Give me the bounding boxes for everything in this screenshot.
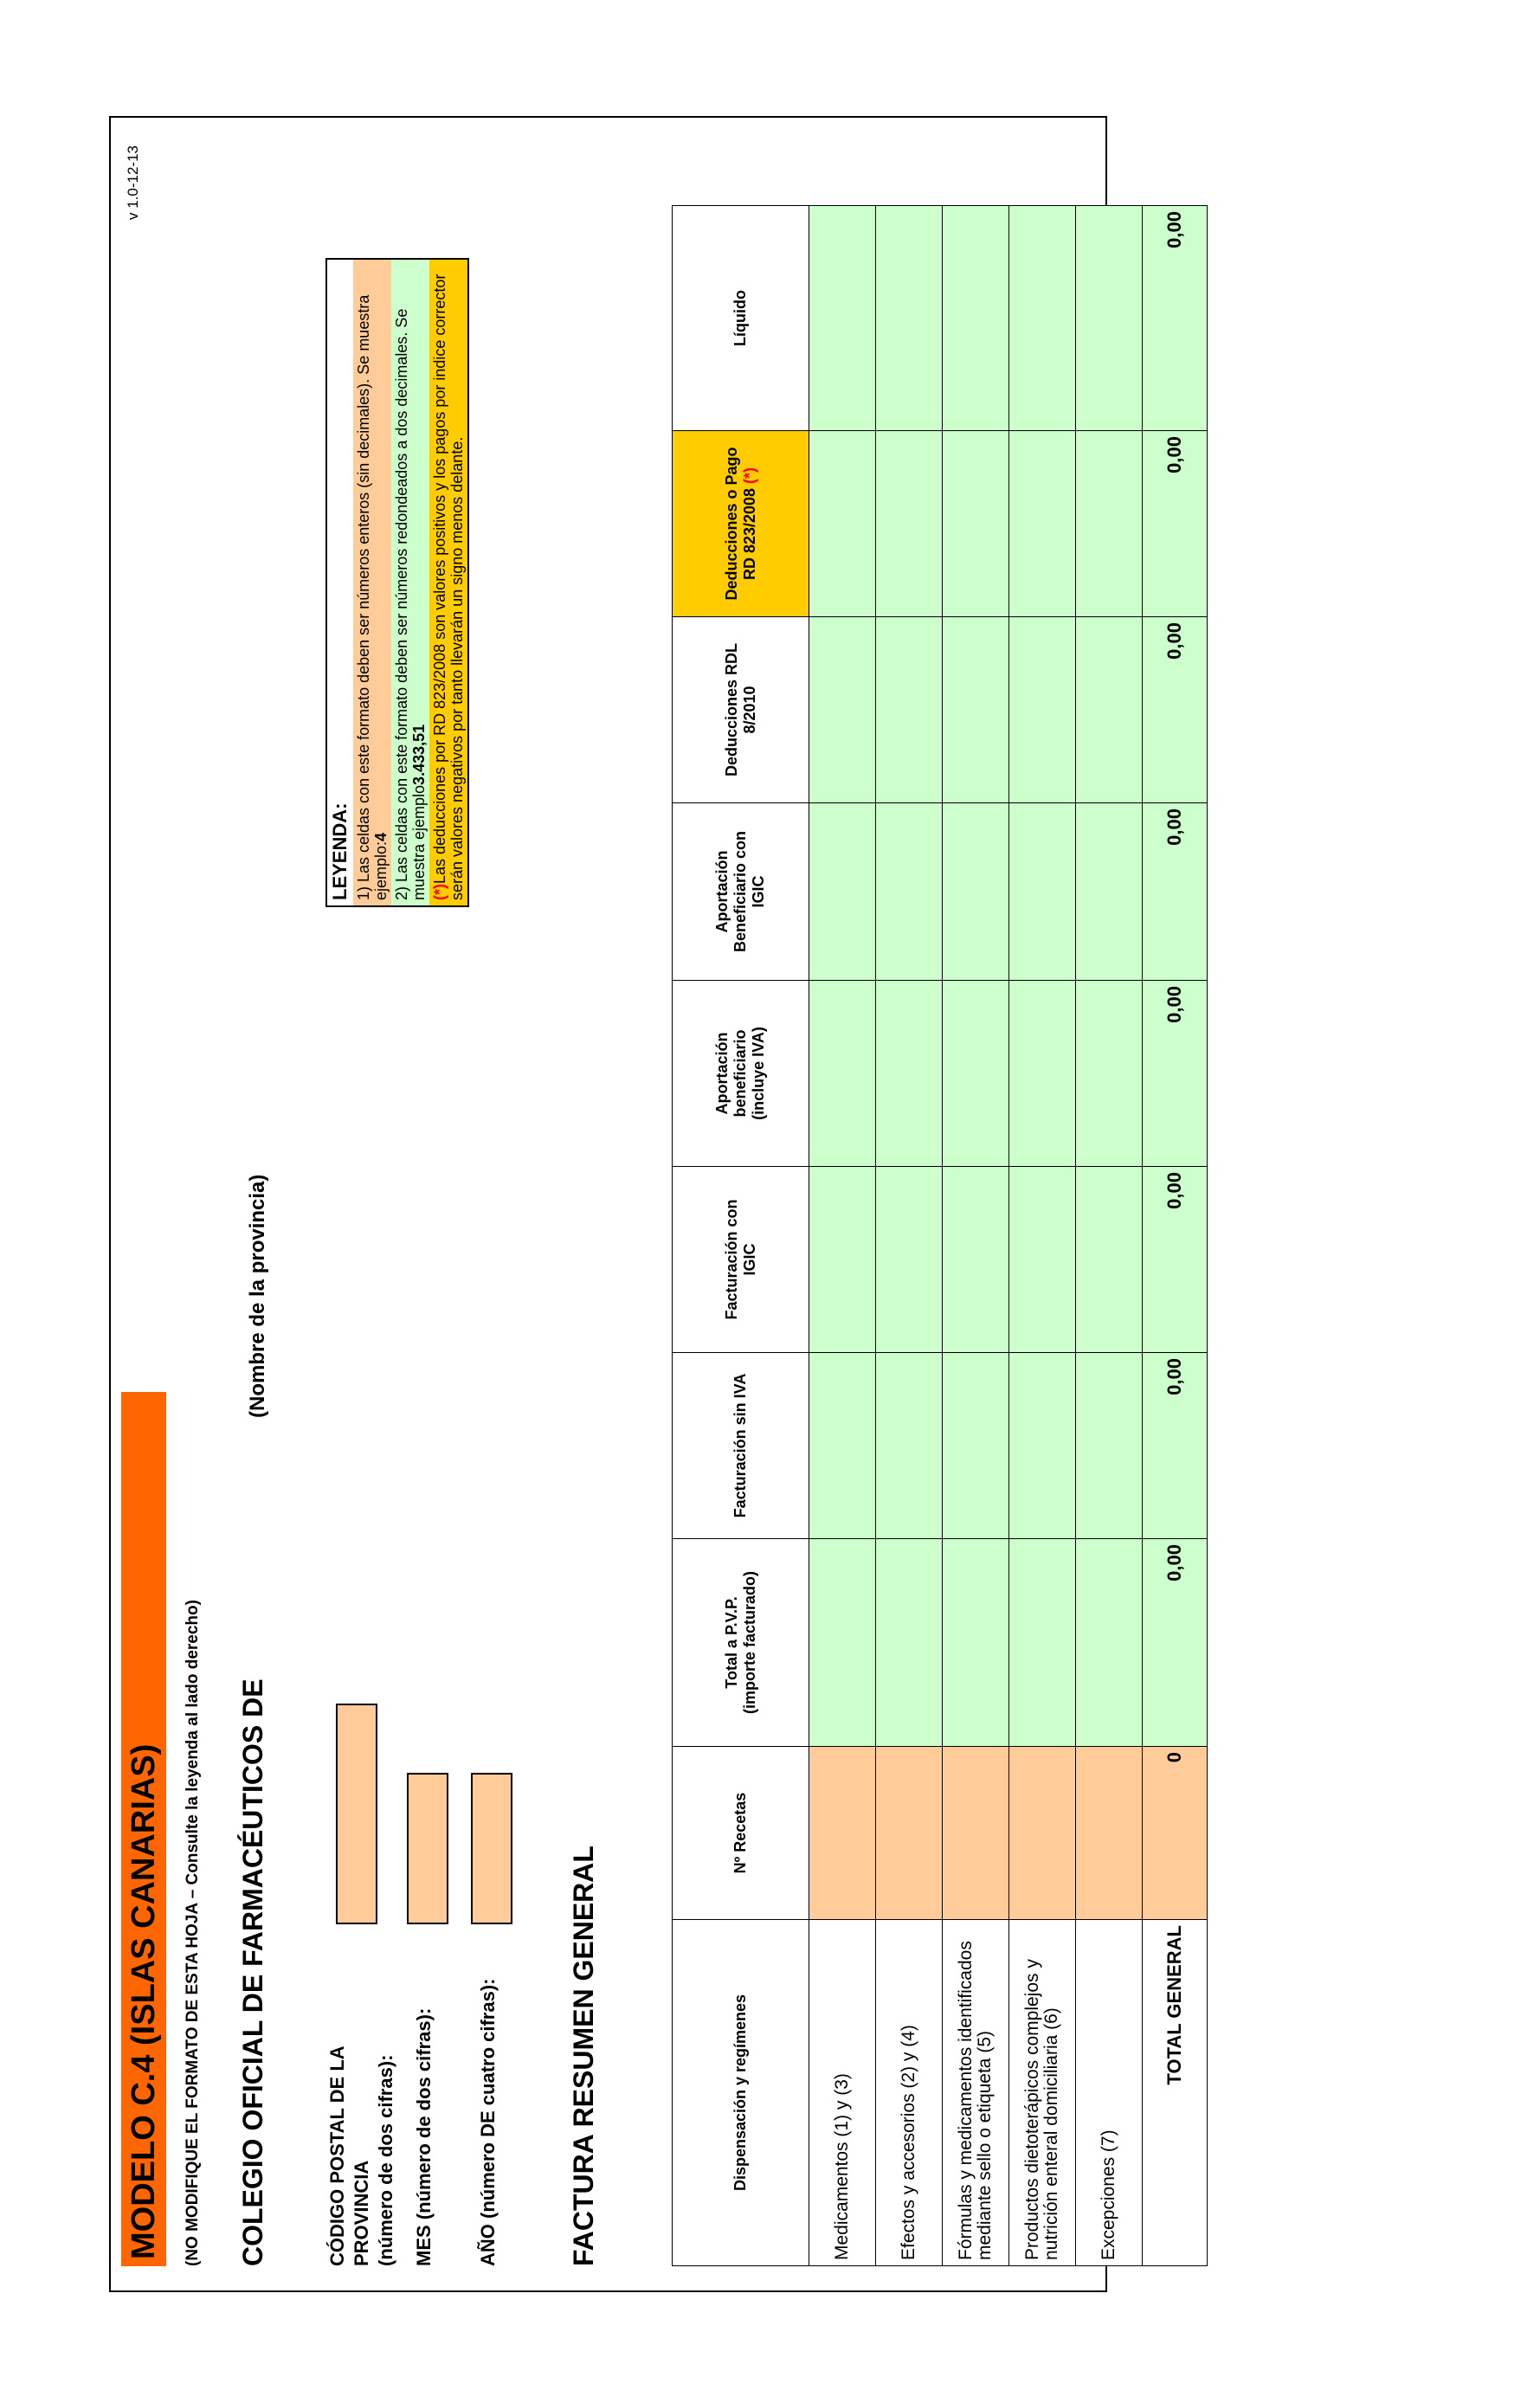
- legend-box: [325, 258, 469, 907]
- col-header-pvp-line1: Total a P.V.P.: [722, 1596, 740, 1689]
- rd-cell[interactable]: [1009, 431, 1076, 617]
- legend-item-decimal-text: 2) Las celdas con este formato deben ser números redondeados a dos decimales. Se muestra ejemplo: [393, 308, 428, 900]
- row-label-line2: nutrición enteral domiciliaria (6): [1041, 2007, 1061, 2260]
- col-header-aportacion-igic-line2: Beneficiario con: [731, 830, 749, 953]
- col-header-rd-asterisk: (*): [740, 467, 758, 484]
- aportacion-cell[interactable]: [943, 981, 1009, 1167]
- total-rd: 0,00: [1143, 431, 1208, 617]
- col-header-aportacion-line1: Aportación: [713, 1032, 731, 1115]
- province-name-placeholder[interactable]: (Nombre de la provincia): [246, 1174, 269, 1418]
- col-header-aportacion-igic: [673, 803, 809, 981]
- rd-cell[interactable]: [943, 431, 1009, 617]
- total-liquido: 0,00: [1143, 206, 1208, 431]
- legend-item-integer-example: 4: [372, 832, 390, 841]
- row-label-line1: Excepciones (7): [1099, 2129, 1118, 2260]
- sin-iva-cell[interactable]: [876, 1353, 943, 1539]
- total-sin-iva: 0,00: [1143, 1353, 1208, 1539]
- row-label-line2: mediante sello o etiqueta (5): [975, 2031, 995, 2260]
- rotated-sheet: [109, 116, 1185, 2292]
- aportacion-cell[interactable]: [1076, 981, 1143, 1167]
- recetas-cell[interactable]: [809, 1747, 876, 1920]
- rdl-cell[interactable]: [876, 617, 943, 803]
- aportacion-igic-cell[interactable]: [809, 803, 876, 981]
- col-header-aportacion-igic-line3: IGIC: [750, 875, 767, 908]
- pvp-cell[interactable]: [1009, 1539, 1076, 1747]
- col-header-aportacion-line3: (incluye IVA): [750, 1027, 767, 1120]
- liquido-cell[interactable]: [876, 206, 943, 431]
- row-label-line1: Medicamentos (1) y (3): [832, 2073, 852, 2260]
- month-label: MES (número de dos cifras):: [413, 2007, 435, 2266]
- row-label-line1: Efectos y accesorios (2) y (4): [899, 2025, 918, 2260]
- pvp-cell[interactable]: [876, 1539, 943, 1747]
- recetas-cell[interactable]: [943, 1747, 1009, 1920]
- liquido-cell[interactable]: [943, 206, 1009, 431]
- table-row: [1076, 206, 1143, 2266]
- row-label: [943, 1920, 1009, 2266]
- legend-item-decimal: [391, 260, 429, 905]
- total-con-igic: 0,00: [1143, 1167, 1208, 1353]
- pvp-cell[interactable]: [1076, 1539, 1143, 1747]
- col-header-sin-iva: Facturación sin IVA: [673, 1353, 809, 1539]
- table-row: [943, 206, 1009, 2266]
- legend-asterisk-mark: (*): [431, 884, 448, 900]
- col-header-rdl-line2: 8/2010: [740, 686, 758, 734]
- liquido-cell[interactable]: [1076, 206, 1143, 431]
- col-header-deducciones-rdl: [673, 617, 809, 803]
- legend-item-decimal-example: 3.433,51: [410, 724, 428, 785]
- col-header-con-igic: [673, 1167, 809, 1353]
- liquido-cell[interactable]: [1009, 206, 1076, 431]
- total-pvp: 0,00: [1143, 1539, 1208, 1747]
- legend-item-deductions-text: Las deducciones por RD 823/2008 son valores positivos y los pagos por indice corrector serán valores negativos por tanto llevarán un signo menos delante.: [431, 274, 466, 900]
- total-aportacion-igic: 0,00: [1143, 803, 1208, 981]
- total-row: [1143, 206, 1208, 2266]
- col-header-liquido: Líquido: [673, 206, 809, 431]
- rd-cell[interactable]: [1076, 431, 1143, 617]
- rdl-cell[interactable]: [943, 617, 1009, 803]
- sin-iva-cell[interactable]: [943, 1353, 1009, 1539]
- sin-iva-cell[interactable]: [1009, 1353, 1076, 1539]
- col-header-con-igic-line1: Facturación con: [722, 1199, 740, 1320]
- format-warning: (NO MODIFIQUE EL FORMATO DE ESTA HOJA – Consulte la leyenda al lado derecho): [184, 1600, 202, 2266]
- month-input[interactable]: [407, 1773, 448, 1924]
- total-rdl: 0,00: [1143, 617, 1208, 803]
- liquido-cell[interactable]: [809, 206, 876, 431]
- row-label-line1: Productos dietoterápicos complejos y: [1022, 1959, 1042, 2260]
- version-label: v 1.0-12-13: [125, 145, 141, 220]
- rd-cell[interactable]: [809, 431, 876, 617]
- table-row: [809, 206, 876, 2266]
- col-header-aportacion-igic-line1: Aportación: [713, 850, 731, 933]
- pvp-cell[interactable]: [943, 1539, 1009, 1747]
- col-header-rd-line1: Deducciones o Pago: [722, 447, 740, 601]
- con-igic-cell[interactable]: [809, 1167, 876, 1353]
- con-igic-cell[interactable]: [1009, 1167, 1076, 1353]
- model-title: MODELO C.4 (ISLAS CANARIAS): [121, 1392, 166, 2266]
- legend-item-integer: [353, 260, 391, 905]
- legend-item-deductions: [429, 260, 467, 905]
- postal-code-input[interactable]: [336, 1704, 377, 1924]
- recetas-cell[interactable]: [1009, 1747, 1076, 1920]
- aportacion-cell[interactable]: [809, 981, 876, 1167]
- col-header-pvp-line2: (importe facturado): [740, 1571, 758, 1715]
- con-igic-cell[interactable]: [1076, 1167, 1143, 1353]
- year-input[interactable]: [471, 1773, 512, 1924]
- col-header-recetas: Nº Recetas: [673, 1747, 809, 1920]
- legend-title: LEYENDA:: [327, 260, 353, 905]
- col-header-con-igic-line2: IGIC: [740, 1243, 758, 1276]
- postal-code-label: [325, 1955, 398, 2266]
- rdl-cell[interactable]: [1076, 617, 1143, 803]
- table-row: [1009, 206, 1076, 2266]
- aportacion-igic-cell[interactable]: [1009, 803, 1076, 981]
- college-title: COLEGIO OFICIAL DE FARMACÉUTICOS DE: [237, 1678, 268, 2266]
- col-header-aportacion-line2: beneficiario: [731, 1029, 749, 1118]
- postal-code-label-line2: (número de dos cifras):: [375, 2054, 396, 2266]
- total-recetas: 0: [1143, 1747, 1208, 1920]
- aportacion-igic-cell[interactable]: [876, 803, 943, 981]
- aportacion-cell[interactable]: [1009, 981, 1076, 1167]
- postal-code-label-line1: CÓDIGO POSTAL DE LA PROVINCIA: [326, 2046, 372, 2266]
- recetas-cell[interactable]: [1076, 1747, 1143, 1920]
- aportacion-cell[interactable]: [876, 981, 943, 1167]
- aportacion-igic-cell[interactable]: [943, 803, 1009, 981]
- rd-cell[interactable]: [876, 431, 943, 617]
- table-row: [876, 206, 943, 2266]
- total-aportacion: 0,00: [1143, 981, 1208, 1167]
- row-label: [1076, 1920, 1143, 2266]
- col-header-rdl-line1: Deducciones RDL: [722, 642, 740, 777]
- rdl-cell[interactable]: [809, 617, 876, 803]
- row-label: [876, 1920, 943, 2266]
- rdl-cell[interactable]: [1009, 617, 1076, 803]
- sin-iva-cell[interactable]: [809, 1353, 876, 1539]
- legend-item-integer-text: 1) Las celdas con este formato deben ser números enteros (sin decimales). Se muestra ejemplo:: [355, 294, 390, 900]
- row-label: [809, 1920, 876, 2266]
- recetas-cell[interactable]: [876, 1747, 943, 1920]
- table-header-row: [673, 206, 809, 2266]
- col-header-pvp: [673, 1539, 809, 1747]
- row-label-line1: Fórmulas y medicamentos identificados: [956, 1941, 976, 2260]
- col-header-dispensacion: Dispensación y regímenes: [673, 1920, 809, 2266]
- con-igic-cell[interactable]: [943, 1167, 1009, 1353]
- summary-table: [672, 205, 1208, 2266]
- col-header-deducciones-rd: [673, 431, 809, 617]
- pvp-cell[interactable]: [809, 1539, 876, 1747]
- aportacion-igic-cell[interactable]: [1076, 803, 1143, 981]
- row-label: [1009, 1920, 1076, 2266]
- section-title: FACTURA RESUMEN GENERAL: [568, 1846, 599, 2266]
- sin-iva-cell[interactable]: [1076, 1353, 1143, 1539]
- col-header-rd-line2: RD 823/2008: [740, 487, 758, 581]
- col-header-aportacion: [673, 981, 809, 1167]
- total-label: TOTAL GENERAL: [1143, 1920, 1208, 2266]
- year-label: AÑO (número DE cuatro cifras):: [477, 1978, 499, 2266]
- con-igic-cell[interactable]: [876, 1167, 943, 1353]
